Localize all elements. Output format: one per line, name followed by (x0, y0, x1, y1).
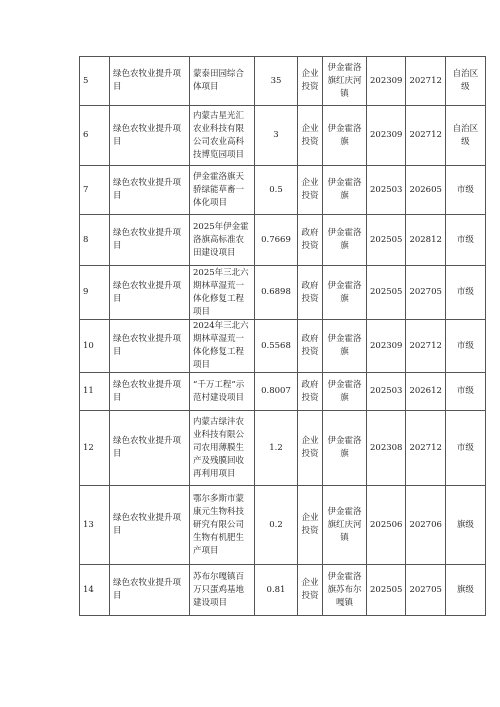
investment-cell: 0.8007 (255, 373, 298, 411)
table-row (80, 411, 486, 486)
investment-cell: 1.2 (255, 411, 298, 486)
end-date-cell: 202712 (406, 57, 445, 106)
level-cell: 市级 (445, 373, 485, 411)
project-name-cell: “千万工程”示范村建设项目 (190, 373, 255, 411)
project-table-body (80, 57, 486, 616)
row-number: 5 (80, 57, 110, 106)
category-cell: 绿色农牧业提升项目 (110, 166, 190, 215)
location-cell: 伊金霍洛旗红庆河镇 (323, 486, 367, 565)
project-name-cell: 2024年三北六期林草湿荒一体化修复工程项目 (190, 320, 255, 373)
table-row (80, 215, 486, 266)
category-cell: 绿色农牧业提升项目 (110, 215, 190, 266)
row-number: 9 (80, 266, 110, 320)
level-cell: 旗级 (445, 486, 485, 565)
row-number: 13 (80, 486, 110, 565)
investment-type-cell: 企业投资 (298, 57, 323, 106)
investment-cell: 0.5 (255, 166, 298, 215)
start-date-cell: 202503 (367, 166, 406, 215)
row-number: 7 (80, 166, 110, 215)
category-cell: 绿色农牧业提升项目 (110, 266, 190, 320)
row-number: 10 (80, 320, 110, 373)
row-number: 11 (80, 373, 110, 411)
table-row (80, 320, 486, 373)
level-cell: 市级 (445, 320, 485, 373)
table-row (80, 486, 486, 565)
start-date-cell: 202506 (367, 486, 406, 565)
location-cell: 伊金霍洛旗苏布尔嘎镇 (323, 565, 367, 616)
investment-type-cell: 政府投资 (298, 266, 323, 320)
level-cell: 旗级 (445, 565, 485, 616)
start-date-cell: 202309 (367, 106, 406, 166)
project-name-cell: 伊金霍洛旗天骄绿能草畜一体化项目 (190, 166, 255, 215)
table-row (80, 166, 486, 215)
start-date-cell: 202505 (367, 215, 406, 266)
project-name-cell: 苏布尔嘎镇百万只蛋鸡基地建设项目 (190, 565, 255, 616)
table-row (80, 106, 486, 166)
project-name-cell: 2025年伊金霍洛旗高标准农田建设项目 (190, 215, 255, 266)
location-cell: 伊金霍洛旗 (323, 411, 367, 486)
investment-type-cell: 企业投资 (298, 106, 323, 166)
start-date-cell: 202309 (367, 57, 406, 106)
category-cell: 绿色农牧业提升项目 (110, 57, 190, 106)
location-cell: 伊金霍洛旗 (323, 373, 367, 411)
project-table (79, 56, 486, 616)
level-cell: 市级 (445, 166, 485, 215)
project-name-cell: 内蒙古星光汇农业科技有限公司农业高科技博览园项目 (190, 106, 255, 166)
category-cell: 绿色农牧业提升项目 (110, 411, 190, 486)
table-row (80, 373, 486, 411)
investment-type-cell: 政府投资 (298, 373, 323, 411)
investment-type-cell: 政府投资 (298, 320, 323, 373)
row-number: 14 (80, 565, 110, 616)
investment-type-cell: 企业投资 (298, 166, 323, 215)
table-row (80, 266, 486, 320)
location-cell: 伊金霍洛旗 (323, 106, 367, 166)
row-number: 12 (80, 411, 110, 486)
end-date-cell: 202706 (406, 486, 445, 565)
investment-cell: 0.7669 (255, 215, 298, 266)
end-date-cell: 202712 (406, 106, 445, 166)
investment-type-cell: 政府投资 (298, 215, 323, 266)
level-cell: 市级 (445, 266, 485, 320)
project-name-cell: 2025年三北六期林草湿荒一体化修复工程项目 (190, 266, 255, 320)
category-cell: 绿色农牧业提升项目 (110, 320, 190, 373)
investment-cell: 0.81 (255, 565, 298, 616)
investment-type-cell: 企业投资 (298, 565, 323, 616)
level-cell: 自治区级 (445, 57, 485, 106)
start-date-cell: 202505 (367, 565, 406, 616)
table-row (80, 57, 486, 106)
end-date-cell: 202712 (406, 411, 445, 486)
row-number: 6 (80, 106, 110, 166)
investment-type-cell: 企业投资 (298, 486, 323, 565)
location-cell: 伊金霍洛旗 (323, 266, 367, 320)
category-cell: 绿色农牧业提升项目 (110, 373, 190, 411)
end-date-cell: 202612 (406, 373, 445, 411)
project-name-cell: 鄂尔多斯市蒙康元生物科技研究有限公司生物有机肥生产项目 (190, 486, 255, 565)
investment-type-cell: 企业投资 (298, 411, 323, 486)
end-date-cell: 202605 (406, 166, 445, 215)
location-cell: 伊金霍洛旗 (323, 215, 367, 266)
category-cell: 绿色农牧业提升项目 (110, 106, 190, 166)
end-date-cell: 202705 (406, 565, 445, 616)
investment-cell: 0.6898 (255, 266, 298, 320)
level-cell: 自治区级 (445, 106, 485, 166)
project-name-cell: 蒙泰田园综合体项目 (190, 57, 255, 106)
end-date-cell: 202812 (406, 215, 445, 266)
location-cell: 伊金霍洛旗红庆河镇 (323, 57, 367, 106)
level-cell: 市级 (445, 411, 485, 486)
level-cell: 市级 (445, 215, 485, 266)
table-row (80, 565, 486, 616)
investment-cell: 3 (255, 106, 298, 166)
start-date-cell: 202505 (367, 266, 406, 320)
investment-cell: 0.5568 (255, 320, 298, 373)
investment-cell: 35 (255, 57, 298, 106)
category-cell: 绿色农牧业提升项目 (110, 565, 190, 616)
start-date-cell: 202308 (367, 411, 406, 486)
end-date-cell: 202712 (406, 320, 445, 373)
start-date-cell: 202309 (367, 320, 406, 373)
row-number: 8 (80, 215, 110, 266)
category-cell: 绿色农牧业提升项目 (110, 486, 190, 565)
start-date-cell: 202503 (367, 373, 406, 411)
end-date-cell: 202705 (406, 266, 445, 320)
location-cell: 伊金霍洛旗 (323, 320, 367, 373)
project-name-cell: 内蒙古绿沣农业科技有限公司农用薄膜生产及残膜回收再利用项目 (190, 411, 255, 486)
investment-cell: 0.2 (255, 486, 298, 565)
location-cell: 伊金霍洛旗 (323, 166, 367, 215)
